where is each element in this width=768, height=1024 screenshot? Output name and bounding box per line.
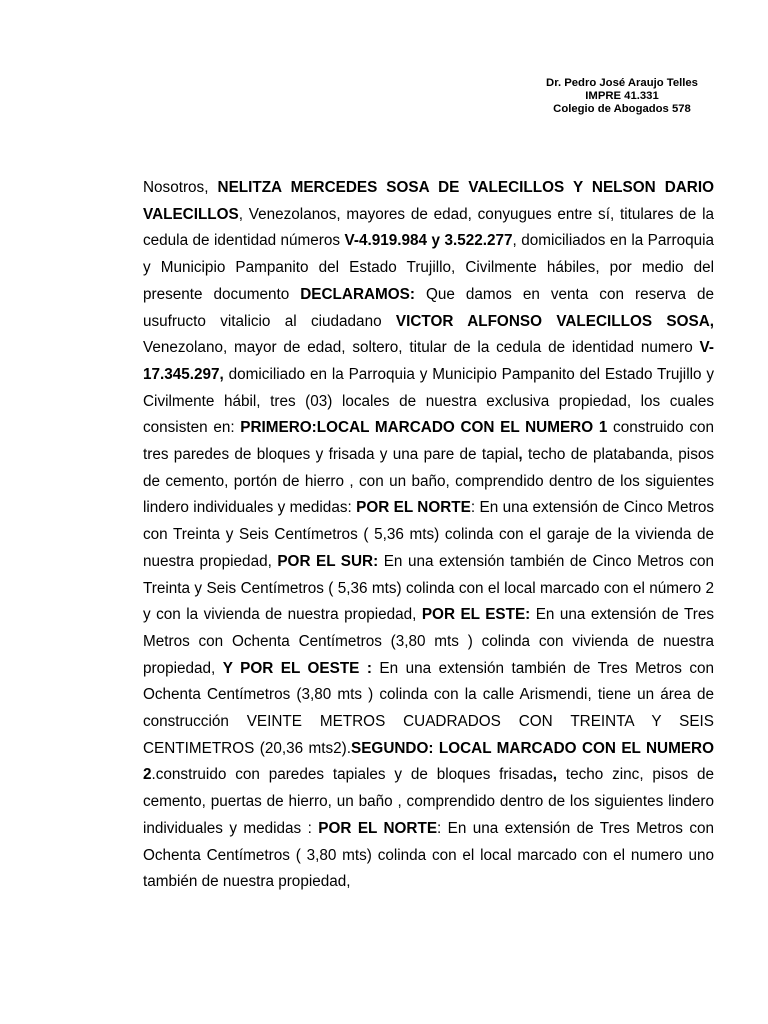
text-run: , Venezolanos, mayores de edad, conyugues entre sí, titulares de la cedula de identidad números xyxy=(143,205,714,250)
bold-text-run: , xyxy=(552,766,557,784)
bold-text-run: POR EL SUR: xyxy=(277,552,379,570)
declaration-paragraph xyxy=(143,175,714,896)
text-run: En una extensión de Tres Metros con Ochenta Centímetros (3,80 mts ) colinda con vivienda de nuestra propiedad, xyxy=(143,606,715,677)
text-run: Nosotros, xyxy=(143,179,218,196)
bold-text-run: NELITZA MERCEDES SOSA DE VALECILLOS Y NELSON DARIO VALECILLOS xyxy=(143,179,714,223)
bold-text-run: POR EL NORTE xyxy=(318,819,438,837)
text-run: , domiciliados en la Parroquia y Municipio Pampanito del Estado Trujillo, Civilmente hábiles, por medio del presente documento xyxy=(143,232,715,303)
text-run: .construido con paredes tapiales y de bloques frisadas xyxy=(151,766,553,784)
bold-text-run: PRIMERO:LOCAL MARCADO CON EL NUMERO 1 xyxy=(240,419,608,437)
text-run: techo zinc, pisos de cemento, puertas de hierro, un baño , comprendido dentro de los siguientes lindero individuales y medidas : xyxy=(143,766,714,837)
lawyer-name: Dr. Pedro José Araujo Telles xyxy=(546,77,698,89)
bold-text-run: DECLARAMOS: xyxy=(300,285,415,303)
text-run: Que damos en venta con reserva de usufructo vitalicio al ciudadano xyxy=(143,285,715,330)
bold-text-run: VICTOR ALFONSO VALECILLOS SOSA, xyxy=(395,312,714,330)
impre-number: IMPRE 41.331 xyxy=(585,90,659,102)
text-run: techo de platabanda, pisos de cemento, portón de hierro , con un baño, comprendido dentro de los siguientes lindero individuales y medidas: xyxy=(143,446,714,517)
text-run: : En una extensión de Cinco Metros con Treinta y Seis Centímetros ( 5,36 mts) colinda con el garaje de la vivienda de nuestra propiedad, xyxy=(143,499,715,570)
bold-text-run: V-4.919.984 y 3.522.277 xyxy=(344,232,513,250)
bold-text-run: Y POR EL OESTE : xyxy=(222,659,372,677)
text-run: Venezolano, mayor de edad, soltero, titular de la cedula de identidad numero xyxy=(143,339,700,357)
document-body xyxy=(143,175,714,896)
text-run: : En una extensión de Tres Metros con Ochenta Centímetros ( 3,80 mts) colinda con el local marcado con el numero uno también de nuestra propiedad, xyxy=(143,819,714,891)
letterhead xyxy=(522,77,722,116)
bold-text-run: V-17.345.297, xyxy=(143,339,714,383)
text-run: En una extensión también de Cinco Metros con Treinta y Seis Centímetros ( 5,36 mts) colinda con el local marcado con el número 2 y con la vivienda de nuestra propiedad, xyxy=(143,552,714,624)
bold-text-run: POR EL NORTE xyxy=(356,499,471,517)
bar-association: Colegio de Abogados 578 xyxy=(553,103,691,115)
bold-text-run: , xyxy=(518,446,523,464)
text-run: En una extensión también de Tres Metros con Ochenta Centímetros (3,80 mts ) colinda con la calle Arismendi, tiene un área de construcción VEINTE METROS CUADRADOS CON TREINTA Y SEIS CENTIMETROS (20,36 mts2). xyxy=(143,659,714,757)
text-run: construido con tres paredes de bloques y frisada y una pare de tapial xyxy=(143,419,714,464)
bold-text-run: SEGUNDO: LOCAL MARCADO CON EL NUMERO 2 xyxy=(143,739,714,784)
text-run: domiciliado en la Parroquia y Municipio Pampanito del Estado Trujillo y Civilmente hábil, tres (03) locales de nuestra exclusiva propiedad, los cuales consisten en: xyxy=(143,365,714,437)
bold-text-run: POR EL ESTE: xyxy=(421,606,531,624)
